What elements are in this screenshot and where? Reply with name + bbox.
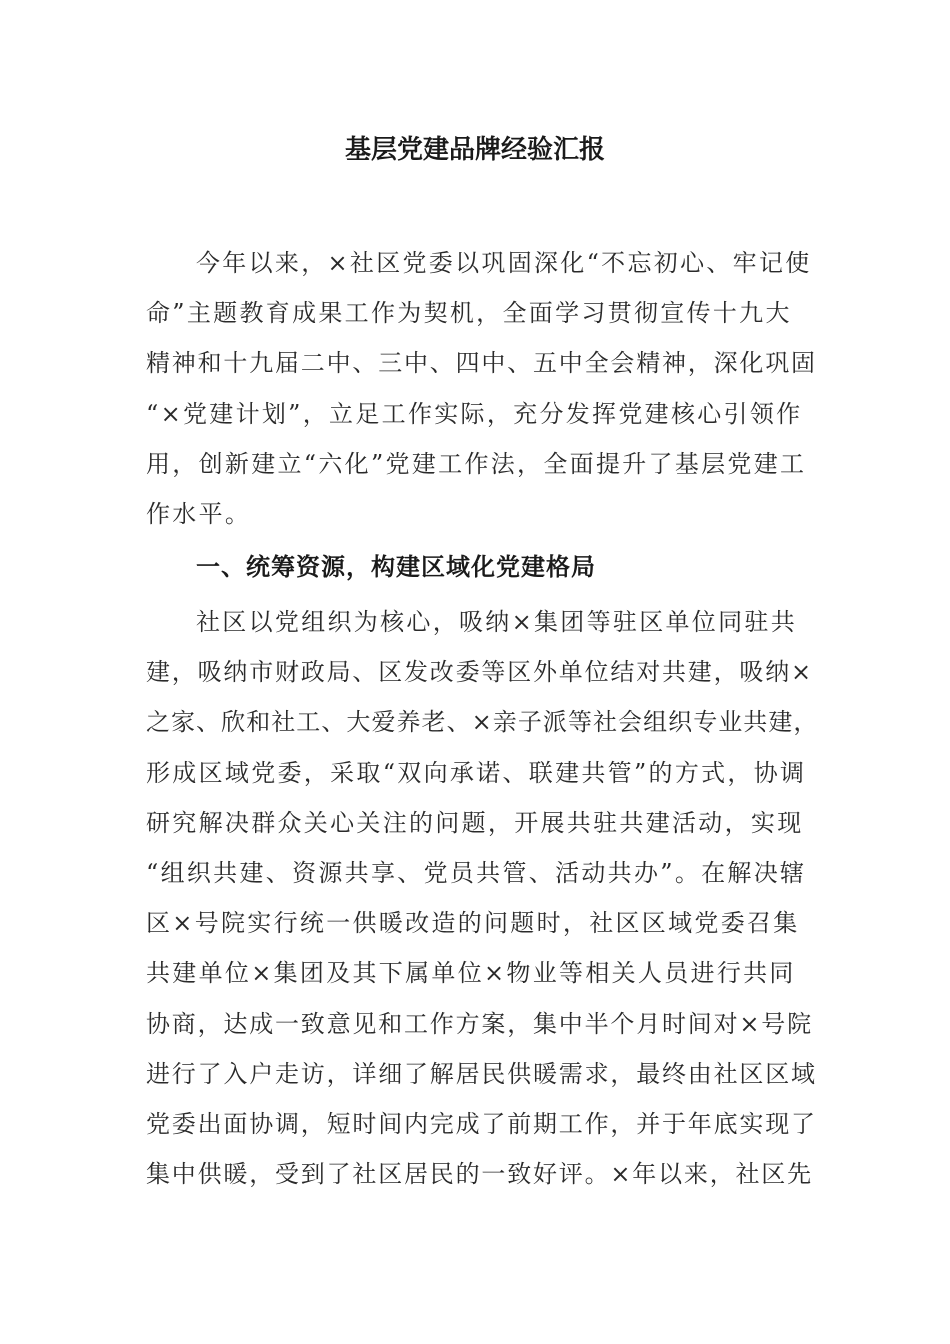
- intro-line: 命”主题教育成果工作为契机，全面学习贯彻宣传十九大: [146, 299, 792, 328]
- section-line: 集中供暖，受到了社区居民的一致好评。×年以来，社区先: [146, 1160, 813, 1189]
- section-line: 建，吸纳市财政局、区发改委等区外单位结对共建，吸纳×: [146, 658, 813, 687]
- intro-paragraph: [146, 238, 818, 539]
- section-line: 进行了入户走访，详细了解居民供暖需求，最终由社区区域: [146, 1059, 817, 1088]
- section-line: 形成区域党委，采取“双向承诺、联建共管”的方式，协调: [146, 758, 807, 787]
- intro-line: 今年以来，×社区党委以巩固深化“不忘初心、牢记使: [196, 249, 812, 277]
- section-line: 之家、欣和社工、大爱养老、×亲子派等社会组织专业共建，: [146, 708, 819, 737]
- section-heading: 一、统筹资源，构建区域化党建格局: [196, 553, 596, 581]
- document-title: 基层党建品牌经验汇报: [344, 135, 605, 165]
- section-line: 党委出面协调，短时间内完成了前期工作，并于年底实现了: [146, 1110, 817, 1139]
- section-paragraph: [146, 597, 818, 1199]
- section-line: 区×号院实行统一供暖改造的问题时，社区区域党委召集: [146, 909, 800, 938]
- intro-line: “×党建计划”，立足工作实际，充分发挥党建核心引领作: [146, 399, 803, 428]
- section-line: “组织共建、资源共享、党员共管、活动共办”。在解决辖: [146, 859, 807, 888]
- section-line: 研究解决群众关心关注的问题，开展共驻共建活动，实现: [146, 808, 804, 837]
- intro-line: 精神和十九届二中、三中、四中、五中全会精神，深化巩固: [146, 349, 817, 378]
- section-line: 共建单位×集团及其下属单位×物业等相关人员进行共同: [146, 959, 796, 988]
- section-line: 社区以党组织为核心，吸纳×集团等驻区单位同驻共: [196, 608, 798, 636]
- section-line: 协商，达成一致意见和工作方案，集中半个月时间对×号院: [146, 1009, 813, 1038]
- intro-line: 用，创新建立“六化”党建工作法，全面提升了基层党建工: [146, 449, 807, 478]
- intro-line: 作水平。: [146, 500, 252, 529]
